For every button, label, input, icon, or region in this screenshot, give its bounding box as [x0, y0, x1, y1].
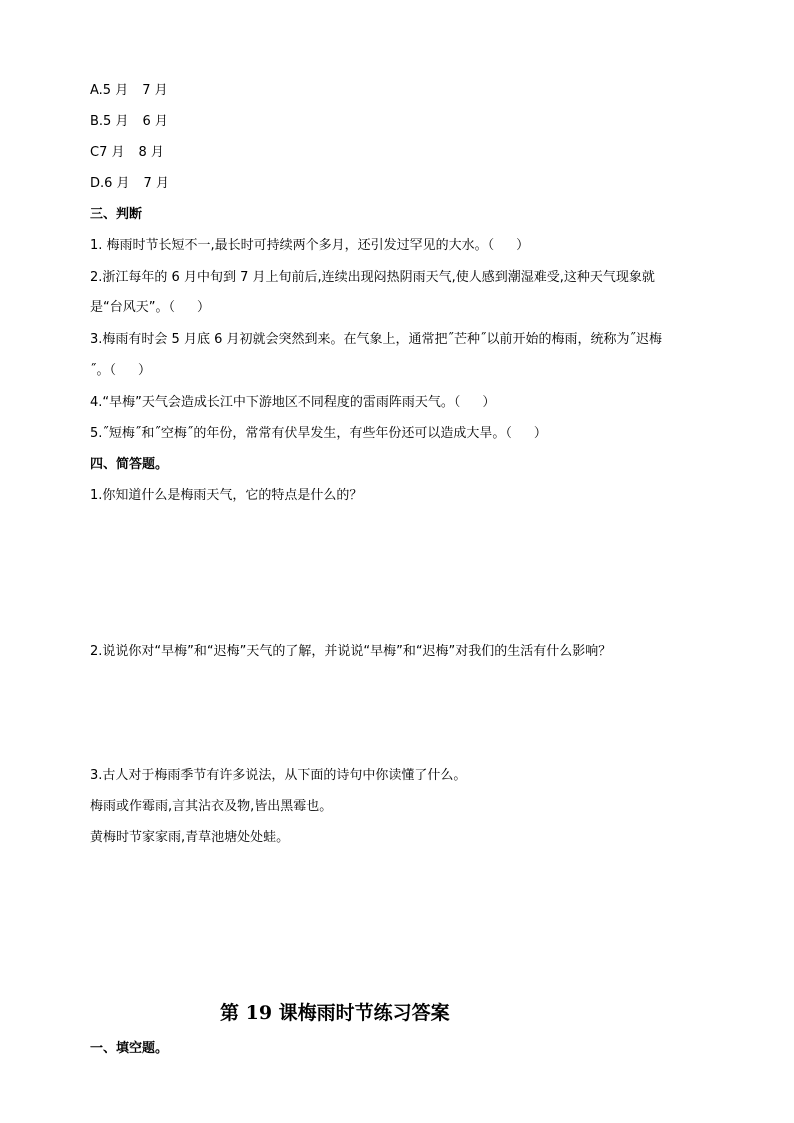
- choice-d-label: D.6 月: [90, 176, 130, 191]
- answer-title: 第 19 课梅雨时节练习答案: [220, 1002, 450, 1024]
- choice-a-value: 7 月: [142, 83, 168, 98]
- short-answer-q1: 1.你知道什么是梅雨天气，它的特点是什么的？: [90, 488, 363, 503]
- poem-line-1: 梅雨或作霉雨,言其沾衣及物,皆出黑霉也。: [90, 799, 333, 814]
- judge-q2-line1: 2.浙江每年的 6 月中旬到 7 月上旬前后,连续出现闷热阴雨天气,使人感到潮湿难受,这种天气现象就: [90, 270, 655, 285]
- judge-q5-text: 5.˝短梅˝和˝空梅˝的年份，常常有伏旱发生，有些年份还可以造成大旱。（: [90, 426, 512, 441]
- judge-q1-text: 1. 梅雨时节长短不一,最长时可持续两个多月，还引发过罕见的大水。（: [90, 238, 495, 253]
- choice-a-label: A.5 月: [90, 83, 129, 98]
- judge-q4: [90, 394, 495, 412]
- choice-b-label: B.5 月: [90, 114, 129, 129]
- choice-c-label: C7 月: [90, 145, 125, 160]
- judge-q1: [90, 237, 529, 255]
- choice-c-value: 8 月: [138, 145, 164, 160]
- poem-line-2: 黄梅时节家家雨,青草池塘处处蛙。: [90, 830, 290, 845]
- judge-q5-close: ）: [533, 426, 547, 441]
- answer-section1-heading: 一、填空题。: [90, 1041, 169, 1056]
- judge-q3-text: ˝。（: [90, 363, 117, 378]
- judge-q3-close: ）: [138, 363, 152, 378]
- choice-a: [90, 82, 168, 100]
- short-answer-q3: 3.古人对于梅雨季节有许多说法，从下面的诗句中你读懂了什么。: [90, 768, 467, 783]
- short-answer-q2: 2.说说你对“早梅”和“迟梅”天气的了解，并说说“早梅”和“迟梅”对我们的生活有什么影响？: [90, 644, 612, 659]
- judge-q2-close: ）: [196, 300, 210, 315]
- judge-q2-text: 是“台风天”。（: [90, 300, 175, 315]
- choice-d-value: 7 月: [143, 176, 169, 191]
- judge-q4-text: 4.“早梅”天气会造成长江中下游地区不同程度的雷雨阵雨天气。（: [90, 395, 461, 410]
- choice-c: [90, 144, 164, 162]
- judge-q3-line2: [90, 362, 151, 380]
- judge-q5: [90, 425, 547, 443]
- judge-q2-line2: [90, 299, 210, 317]
- section4-heading: 四、简答题。: [90, 457, 169, 472]
- section3-heading: 三、判断: [90, 207, 143, 222]
- choice-b: [90, 113, 168, 131]
- choice-d: [90, 175, 169, 193]
- judge-q4-close: ）: [482, 395, 496, 410]
- choice-b-value: 6 月: [142, 114, 168, 129]
- judge-q1-close: ）: [516, 238, 530, 253]
- judge-q3-line1: 3.梅雨有时会 5 月底 6 月初就会突然到来。在气象上，通常把˝芒种˝以前开始的梅雨，统称为˝迟梅: [90, 332, 662, 347]
